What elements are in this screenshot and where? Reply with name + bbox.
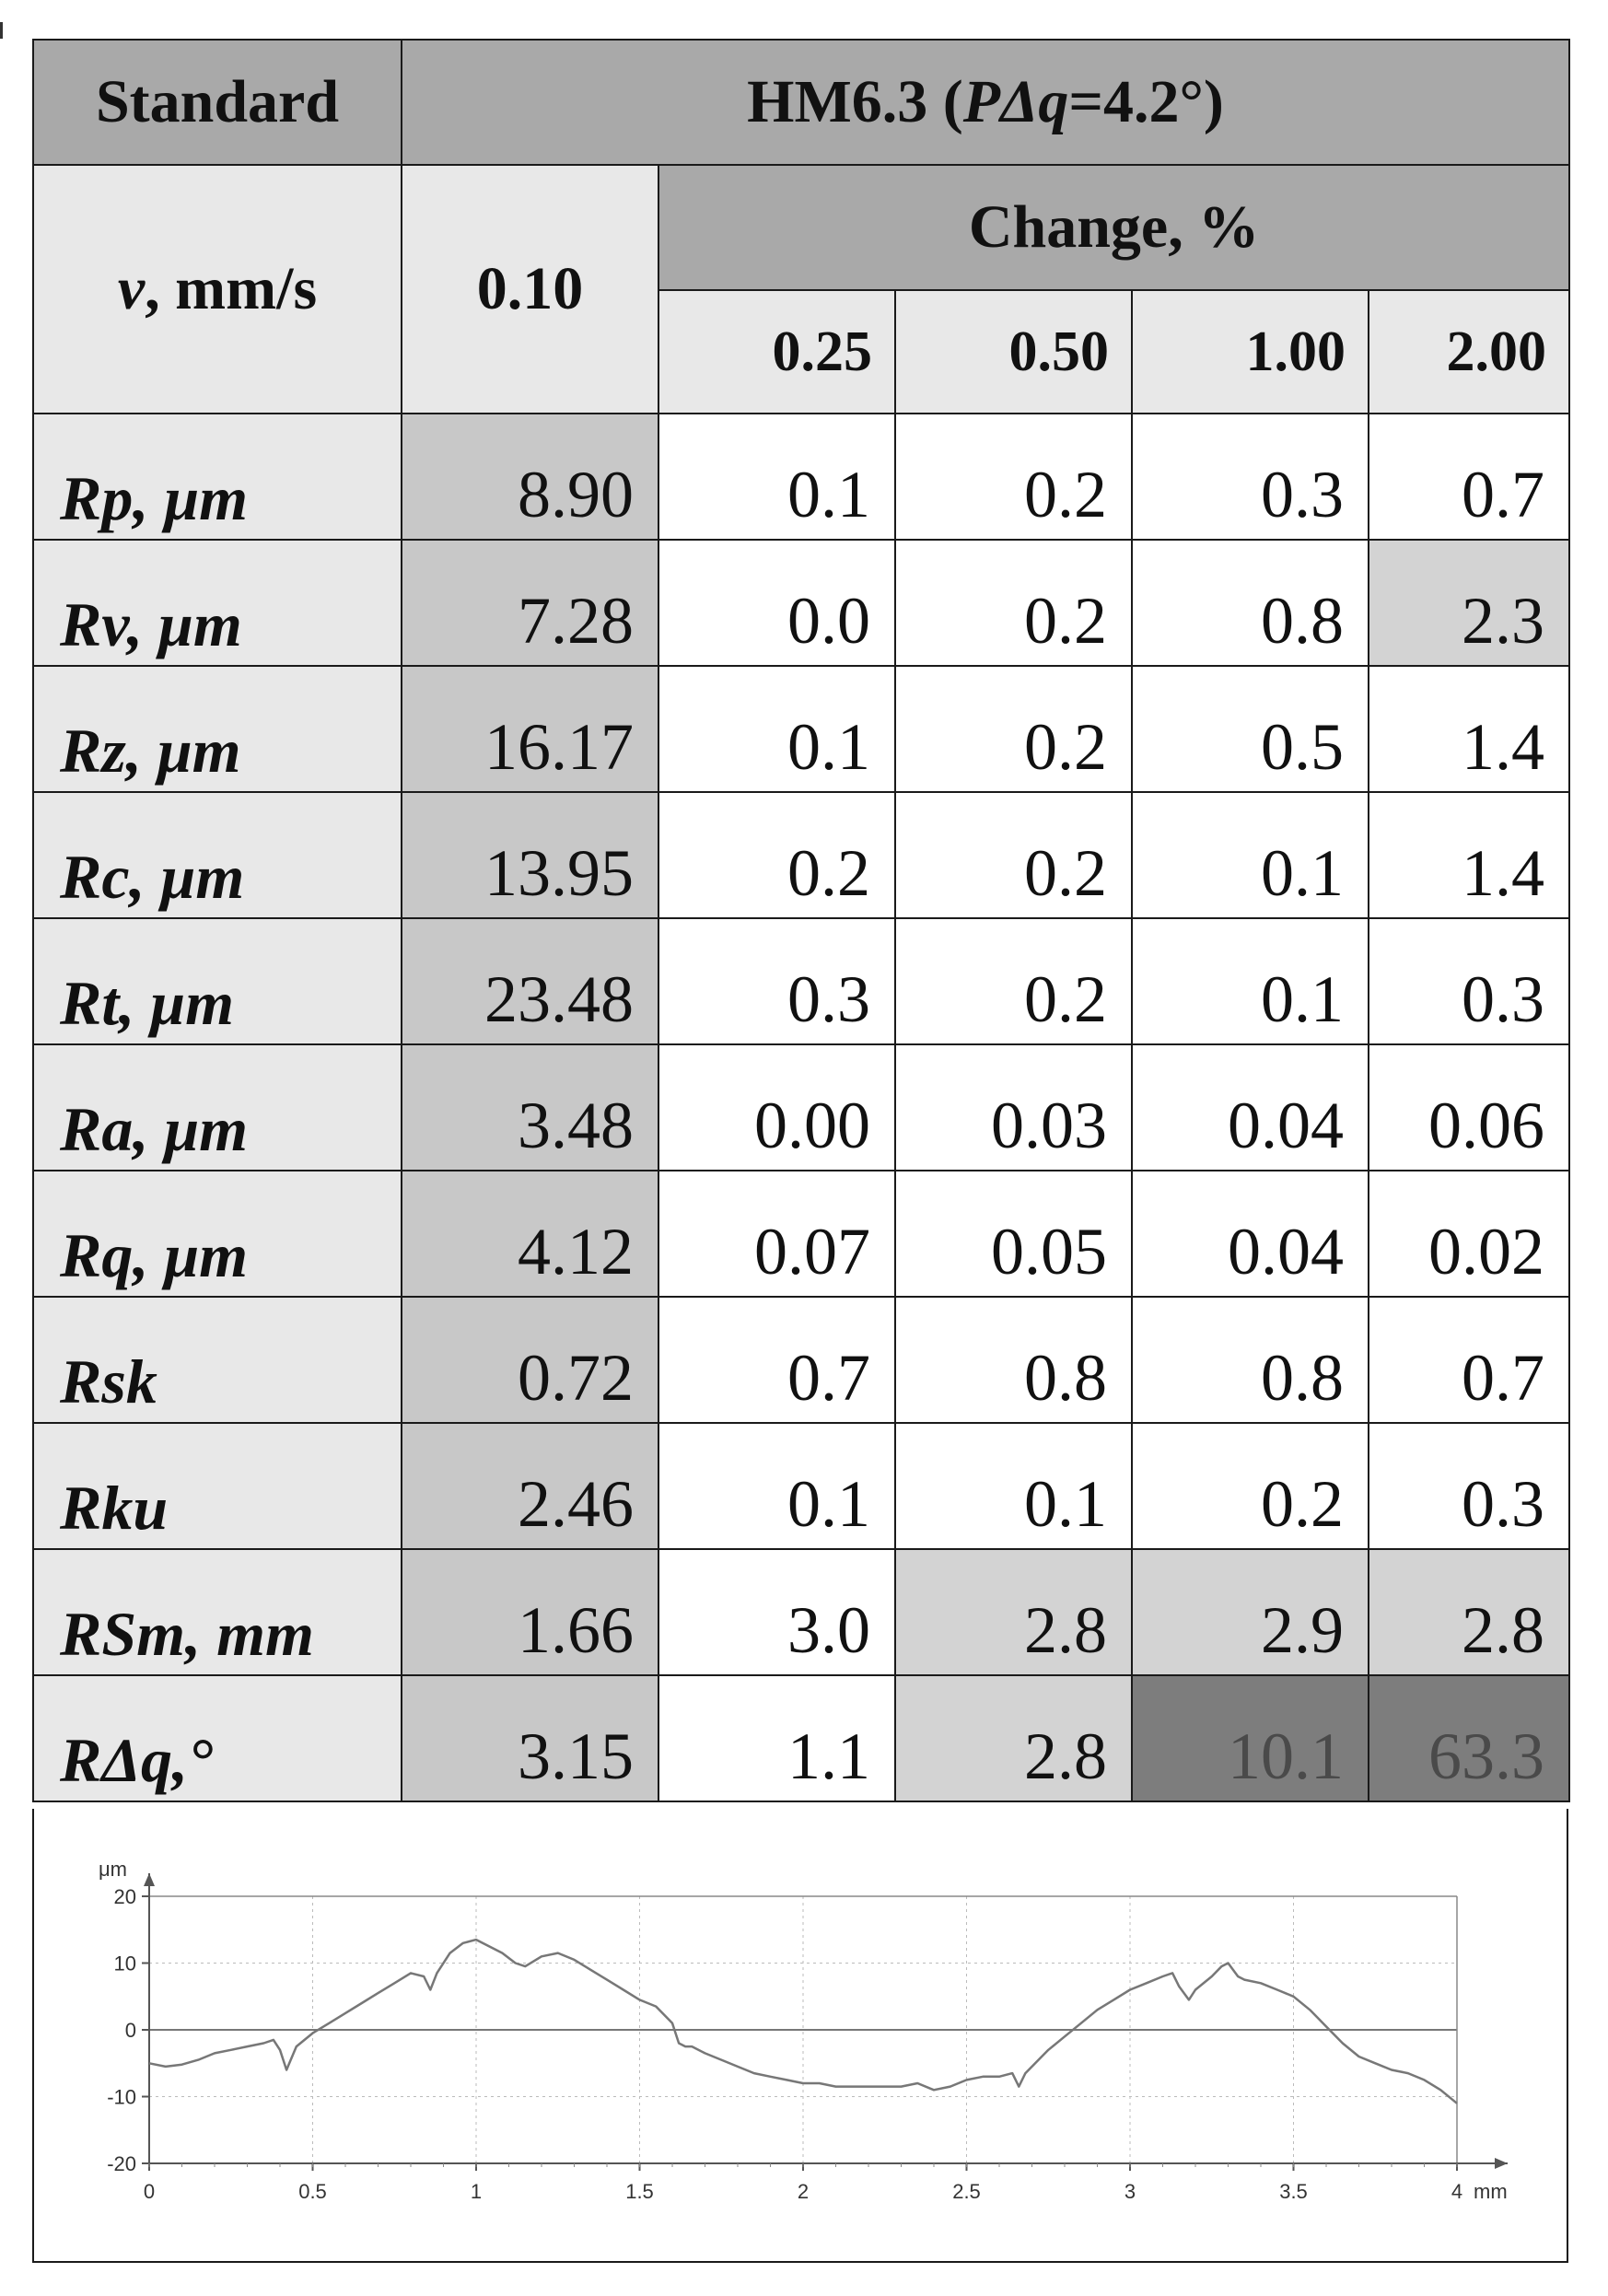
change-value: 0.05: [895, 1171, 1132, 1297]
row-label: Rc, μm: [33, 792, 402, 918]
change-value: 1.4: [1369, 792, 1569, 918]
velocity-col-2.00: 2.00: [1369, 290, 1569, 414]
table-row: [33, 1423, 1569, 1549]
standard-header: Standard: [33, 40, 402, 165]
change-value: 2.8: [895, 1549, 1132, 1675]
change-value: 2.8: [895, 1675, 1132, 1801]
change-value: 0.8: [1132, 540, 1369, 666]
base-value: 7.28: [402, 540, 658, 666]
roughness-table: [32, 39, 1570, 1802]
sample-title: HM6.3 (PΔq=4.2°): [402, 40, 1569, 165]
corner-mark: [0, 22, 3, 39]
y-tick-label: -10: [107, 2085, 136, 2109]
change-value: 0.03: [895, 1044, 1132, 1171]
base-value: 0.72: [402, 1297, 658, 1423]
change-value: 0.8: [895, 1297, 1132, 1423]
change-value: 0.1: [658, 666, 895, 792]
y-tick-label: 10: [113, 1952, 136, 1975]
change-value: 0.04: [1132, 1171, 1369, 1297]
base-value: 1.66: [402, 1549, 658, 1675]
change-value: 0.02: [1369, 1171, 1569, 1297]
change-value: 0.7: [658, 1297, 895, 1423]
x-tick-label: 0: [143, 2180, 156, 2203]
change-value: 0.2: [895, 540, 1132, 666]
change-value: 10.1: [1132, 1675, 1369, 1801]
x-tick-label: 3: [1124, 2180, 1136, 2203]
row-label: Rt, μm: [33, 918, 402, 1044]
base-value: 3.15: [402, 1675, 658, 1801]
base-value: 16.17: [402, 666, 658, 792]
base-value: 13.95: [402, 792, 658, 918]
change-value: 0.1: [1132, 792, 1369, 918]
row-label: RSm, mm: [33, 1549, 402, 1675]
change-value: 0.2: [658, 792, 895, 918]
change-value: 0.1: [1132, 918, 1369, 1044]
change-value: 0.06: [1369, 1044, 1569, 1171]
row-label: Rq, μm: [33, 1171, 402, 1297]
change-value: 0.2: [1132, 1423, 1369, 1549]
base-value: 23.48: [402, 918, 658, 1044]
y-tick-label: 20: [113, 1885, 136, 1908]
table-row: [33, 1297, 1569, 1423]
change-value: 0.3: [1132, 414, 1369, 540]
profile-chart: [32, 1809, 1568, 2263]
change-value: 0.3: [1369, 1423, 1569, 1549]
base-value: 8.90: [402, 414, 658, 540]
table-row: [33, 540, 1569, 666]
change-value: 0.07: [658, 1171, 895, 1297]
x-tick-label: 3.5: [1279, 2180, 1308, 2203]
row-label: Rku: [33, 1423, 402, 1549]
table-row: [33, 1549, 1569, 1675]
change-value: 2.9: [1132, 1549, 1369, 1675]
change-value: 0.2: [895, 414, 1132, 540]
row-label: Ra, μm: [33, 1044, 402, 1171]
change-value: 0.0: [658, 540, 895, 666]
velocity-label: v, mm/s: [33, 165, 402, 414]
change-value: 3.0: [658, 1549, 895, 1675]
change-value: 0.5: [1132, 666, 1369, 792]
change-value: 0.1: [658, 1423, 895, 1549]
change-value: 63.3: [1369, 1675, 1569, 1801]
change-value: 2.3: [1369, 540, 1569, 666]
change-value: 0.3: [1369, 918, 1569, 1044]
velocity-col-0.50: 0.50: [895, 290, 1132, 414]
x-axis-unit: mm: [1474, 2180, 1508, 2203]
change-value: 0.2: [895, 792, 1132, 918]
table-row: [33, 918, 1569, 1044]
change-value: 1.1: [658, 1675, 895, 1801]
y-tick-label: -20: [107, 2152, 136, 2175]
x-tick-label: 1: [470, 2180, 483, 2203]
row-label: Rv, μm: [33, 540, 402, 666]
y-tick-label: 0: [124, 2019, 136, 2042]
base-value: 3.48: [402, 1044, 658, 1171]
y-axis-unit: μm: [99, 1858, 128, 1881]
change-value: 0.2: [895, 666, 1132, 792]
base-velocity: 0.10: [402, 165, 658, 414]
row-label: Rz, μm: [33, 666, 402, 792]
change-value: 0.7: [1369, 414, 1569, 540]
table-row: [33, 666, 1569, 792]
table-row: [33, 1171, 1569, 1297]
row-label: Rp, μm: [33, 414, 402, 540]
change-value: 0.7: [1369, 1297, 1569, 1423]
change-value: 0.2: [895, 918, 1132, 1044]
x-tick-label: 4: [1451, 2180, 1463, 2203]
change-value: 0.00: [658, 1044, 895, 1171]
change-value: 0.8: [1132, 1297, 1369, 1423]
x-tick-label: 1.5: [625, 2180, 654, 2203]
row-label: RΔq,°: [33, 1675, 402, 1801]
y-axis-arrow: [144, 1873, 155, 1886]
change-value: 0.3: [658, 918, 895, 1044]
table-row: [33, 1675, 1569, 1801]
base-value: 4.12: [402, 1171, 658, 1297]
x-tick-label: 2: [797, 2180, 810, 2203]
table-row: [33, 414, 1569, 540]
velocity-col-0.25: 0.25: [658, 290, 895, 414]
change-value: 2.8: [1369, 1549, 1569, 1675]
base-value: 2.46: [402, 1423, 658, 1549]
change-value: 0.1: [895, 1423, 1132, 1549]
row-label: Rsk: [33, 1297, 402, 1423]
table-row: [33, 792, 1569, 918]
velocity-col-1.00: 1.00: [1132, 290, 1369, 414]
change-value: 0.1: [658, 414, 895, 540]
change-value: 1.4: [1369, 666, 1569, 792]
x-tick-label: 2.5: [952, 2180, 981, 2203]
x-axis-arrow: [1495, 2158, 1508, 2169]
table-row: [33, 1044, 1569, 1171]
profile-chart-svg: [34, 1809, 1567, 2261]
x-tick-label: 0.5: [298, 2180, 327, 2203]
change-value: 0.04: [1132, 1044, 1369, 1171]
change-header: Change, %: [658, 165, 1569, 290]
